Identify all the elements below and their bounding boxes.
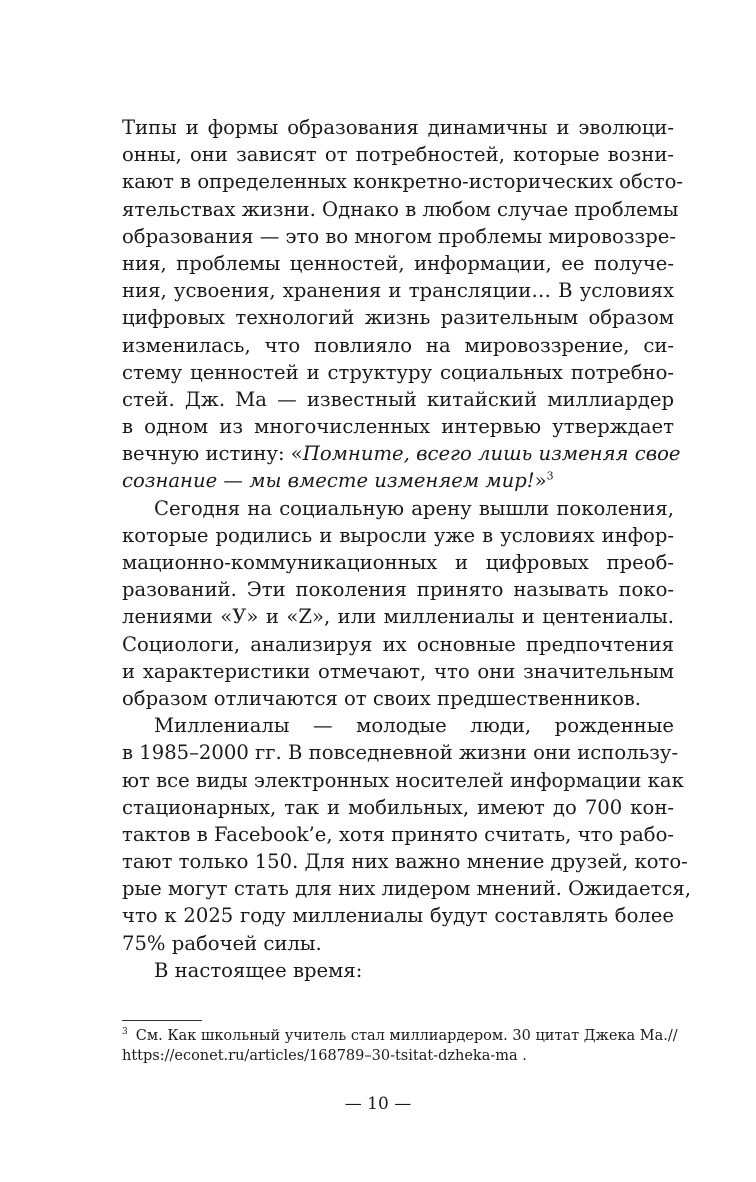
quote-italic-text: сознание — мы вместе изменяем мир! bbox=[122, 469, 535, 493]
text-line: и характеристики отмечают, что они значительным bbox=[122, 659, 674, 683]
page-number: — 10 — bbox=[344, 1094, 412, 1114]
text-line: лениями «У» и «Z», или миллениалы и центениалы. bbox=[122, 605, 674, 629]
text-line: в 1985–2000 гг. В повседневной жизни они использу- bbox=[122, 741, 679, 765]
quote-italic-text: Помните, всего лишь изменяя свое bbox=[302, 442, 681, 466]
text-line: тают только 150. Для них важно мнение друзей, кото- bbox=[122, 850, 688, 874]
text-line: стационарных, так и мобильных, имеют до 700 кон- bbox=[122, 795, 674, 819]
footnote-number: 3 bbox=[122, 1027, 128, 1038]
footnote-reference[interactable]: 3 bbox=[546, 469, 554, 483]
text-line: образования — это во многом проблемы мировоззре- bbox=[122, 224, 676, 248]
text-line: ния, усвоения, хранения и трансляции… В условиях bbox=[122, 279, 674, 303]
text-line: ятельствах жизни. Однако в любом случае проблемы bbox=[122, 197, 679, 221]
text-line-quote-end bbox=[122, 467, 674, 494]
text-line: ния, проблемы ценностей, информации, ее получе- bbox=[122, 251, 674, 275]
quote-close: » bbox=[534, 469, 547, 493]
text-line: В настоящее время: bbox=[154, 958, 363, 982]
text-line: в одном из многочисленных интервью утверждает bbox=[122, 415, 674, 439]
text-line: разований. Эти поколения принято называть поко- bbox=[122, 578, 674, 602]
footnote bbox=[122, 1026, 678, 1066]
footnote-divider bbox=[122, 1020, 202, 1021]
text-line: рые могут стать для них лидером мнений. Ожидается, bbox=[122, 877, 691, 901]
footnote-text: См. Как школьный учитель стал миллиардером. 30 цитат Джека Ма.// bbox=[135, 1028, 678, 1044]
text-line: онны, они зависят от потребностей, которые возни- bbox=[122, 143, 674, 167]
text-line: Типы и формы образования динамичны и эволюци- bbox=[122, 116, 674, 139]
footnote-line bbox=[122, 1026, 678, 1046]
text-line: тактов в Facebook’е, хотя принято считать, что рабо- bbox=[122, 822, 674, 846]
text-line: стей. Дж. Ма — известный китайский миллиардер bbox=[122, 387, 674, 411]
text-line: Сегодня на социальную арену вышли поколения, bbox=[154, 496, 674, 520]
text-line: образом отличаются от своих предшественников. bbox=[122, 686, 642, 710]
footnote-url[interactable]: https://econet.ru/articles/168789–30-tsitat-dzheka-ma . bbox=[122, 1048, 527, 1064]
text-line: 75% рабочей силы. bbox=[122, 931, 322, 955]
text-line-quote-start bbox=[122, 440, 681, 467]
text-line: стему ценностей и структуру социальных потребно- bbox=[122, 360, 674, 384]
text-line: цифровых технологий жизнь разительным образом bbox=[122, 306, 674, 330]
text-line: кают в определенных конкретно-исторических обсто- bbox=[122, 170, 684, 194]
text-line: ют все виды электронных носителей информации как bbox=[122, 768, 684, 792]
text-line: Миллениалы — молодые люди, рожденные bbox=[154, 714, 674, 738]
text-line: Социологи, анализируя их основные предпочтения bbox=[122, 632, 674, 656]
main-text bbox=[122, 114, 691, 984]
text-line: которые родились и выросли уже в условиях инфор- bbox=[122, 523, 674, 547]
text-line: что к 2025 году миллениалы будут составлять более bbox=[122, 904, 674, 928]
text-line: изменилась, что повлияло на мировоззрение, си- bbox=[122, 333, 674, 357]
quote-lead-text: вечную истину: « bbox=[122, 442, 303, 466]
text-line: мационно-коммуникационных и цифровых преоб- bbox=[122, 551, 674, 574]
